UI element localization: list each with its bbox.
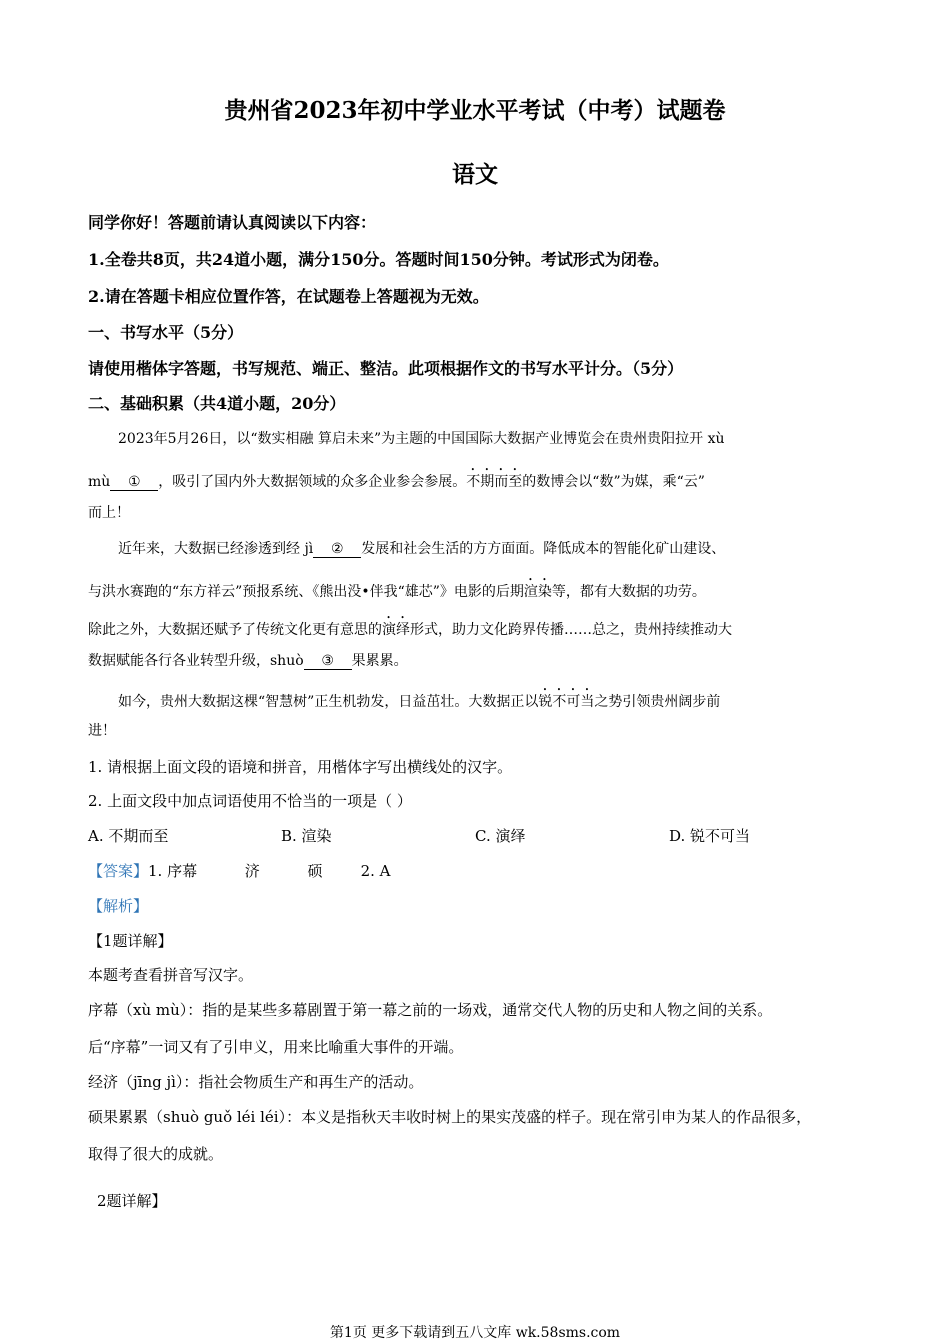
analysis-line-5: 硕果累累（shuò guǒ léi léi）：本义是指秋天丰收时树上的果实茂盛的样子。现在常引申为某人的作品很多，: [88, 1108, 812, 1126]
analysis-line-2: 序幕（xù mù）：指的是某些多幕剧置于第一幕之前的一场戏，通常交代人物的历史和人物之间的关系。: [88, 1001, 773, 1019]
analysis-line-4: 经济（jīng jì）：指社会物质生产和再生产的活动。: [88, 1073, 424, 1091]
passage-p2-line4: [88, 650, 408, 670]
notice-item-2: 2.请在答题卡相应位置作答，在试题卷上答题视为无效。: [88, 287, 489, 306]
passage-p2-line2: [88, 576, 706, 601]
fill-blank-2: ②: [313, 541, 361, 558]
answer-label: 【答案】: [88, 862, 149, 880]
passage-text: 的数博会以“数”为媒，乘“云”: [522, 474, 705, 490]
passage-text: 之势引领贵州阔步前: [594, 694, 721, 710]
passage-text: 形式，助力文化跨界传播……总之，贵州持续推动大: [410, 622, 732, 638]
passage-text: 与洪水赛跑的“东方祥云”预报系统、《熊出没•伴我“雄芯”》电影的后期: [88, 584, 524, 600]
dotted-word-3: 演绎: [382, 622, 410, 638]
option-b: B. 渲染: [281, 827, 332, 845]
passage-p3-line2: 进！: [88, 723, 116, 739]
option-d: D. 锐不可当: [669, 827, 751, 845]
pinyin-text: mù: [88, 474, 111, 490]
dotted-word-2: 渲染: [523, 584, 552, 600]
section2-heading: 二、基础积累（共4道小题，20分）: [88, 394, 346, 413]
question-2: 2. 上面文段中加点词语使用不恰当的一项是（ ）: [88, 792, 412, 810]
section1-heading: 一、书写水平（5分）: [88, 323, 244, 342]
section1-instruction: 请使用楷体字答题，书写规范、端正、整洁。此项根据作文的书写水平计分。（5分）: [88, 359, 684, 378]
passage-text: 发展和社会生活的方方面面。降低成本的智能化矿山建设、: [361, 541, 726, 557]
subject-title: 语文: [452, 161, 498, 188]
passage-text: 果累累。: [351, 653, 408, 669]
exam-title: 贵州省2023年初中学业水平考试（中考）试题卷: [224, 97, 726, 124]
passage-text: ，吸引了国内外大数据领域的众多企业参会参展。: [158, 474, 467, 490]
answer-text: 1. 序幕 济 硕 2. A: [148, 862, 391, 880]
option-a: A. 不期而至: [88, 827, 169, 845]
page-footer: 第1页 更多下载请到五八文库 wk.58sms.com: [329, 1325, 621, 1341]
analysis-sub-1: 【1题详解】: [88, 932, 173, 950]
passage-p2-line1: [118, 538, 725, 558]
analysis-label: 【解析】: [88, 897, 149, 915]
passage-p1-line3: 而上！: [88, 505, 130, 521]
passage-p1-line1: 2023年5月26日，以“数实相融 算启未来”为主题的中国国际大数据产业博览会在贵州贵阳拉开 xù: [118, 431, 725, 447]
dotted-word-1: 不期而至: [466, 474, 523, 490]
analysis-line-6: 取得了很大的成就。: [88, 1145, 224, 1163]
notice-item-1: 1.全卷共8页，共24道小题，满分150分。答题时间150分钟。考试形式为闭卷。: [88, 250, 669, 269]
analysis-line-3: 后“序幕”一词又有了引申义，用来比喻重大事件的开端。: [88, 1038, 464, 1056]
analysis-sub-2: 2题详解】: [97, 1192, 167, 1210]
passage-p2-line3: [88, 614, 732, 639]
passage-p3-line1: [118, 686, 720, 711]
fill-blank-3: ③: [304, 653, 352, 670]
notice-intro: 同学你好！答题前请认真阅读以下内容：: [88, 213, 377, 232]
dotted-word-4: 锐不可当: [538, 694, 595, 710]
passage-text: 近年来，大数据已经渗透到经 jì: [118, 541, 314, 557]
passage-text: 等，都有大数据的功劳。: [551, 584, 706, 600]
fill-blank-1: ①: [110, 474, 158, 491]
passage-text: 数据赋能各行各业转型升级，shuò: [88, 653, 304, 669]
passage-p1-line2: [88, 466, 705, 491]
analysis-line-1: 本题考查看拼音写汉字。: [88, 966, 254, 984]
option-c: C. 演绎: [475, 827, 526, 845]
passage-text: 如今，贵州大数据这棵“智慧树”正生机勃发，日益茁壮。大数据正以: [118, 694, 539, 710]
question-1: 1. 请根据上面文段的语境和拼音，用楷体字写出横线处的汉字。: [88, 758, 513, 776]
passage-text: 除此之外，大数据还赋予了传统文化更有意思的: [88, 622, 382, 638]
answer-line: [88, 860, 391, 881]
